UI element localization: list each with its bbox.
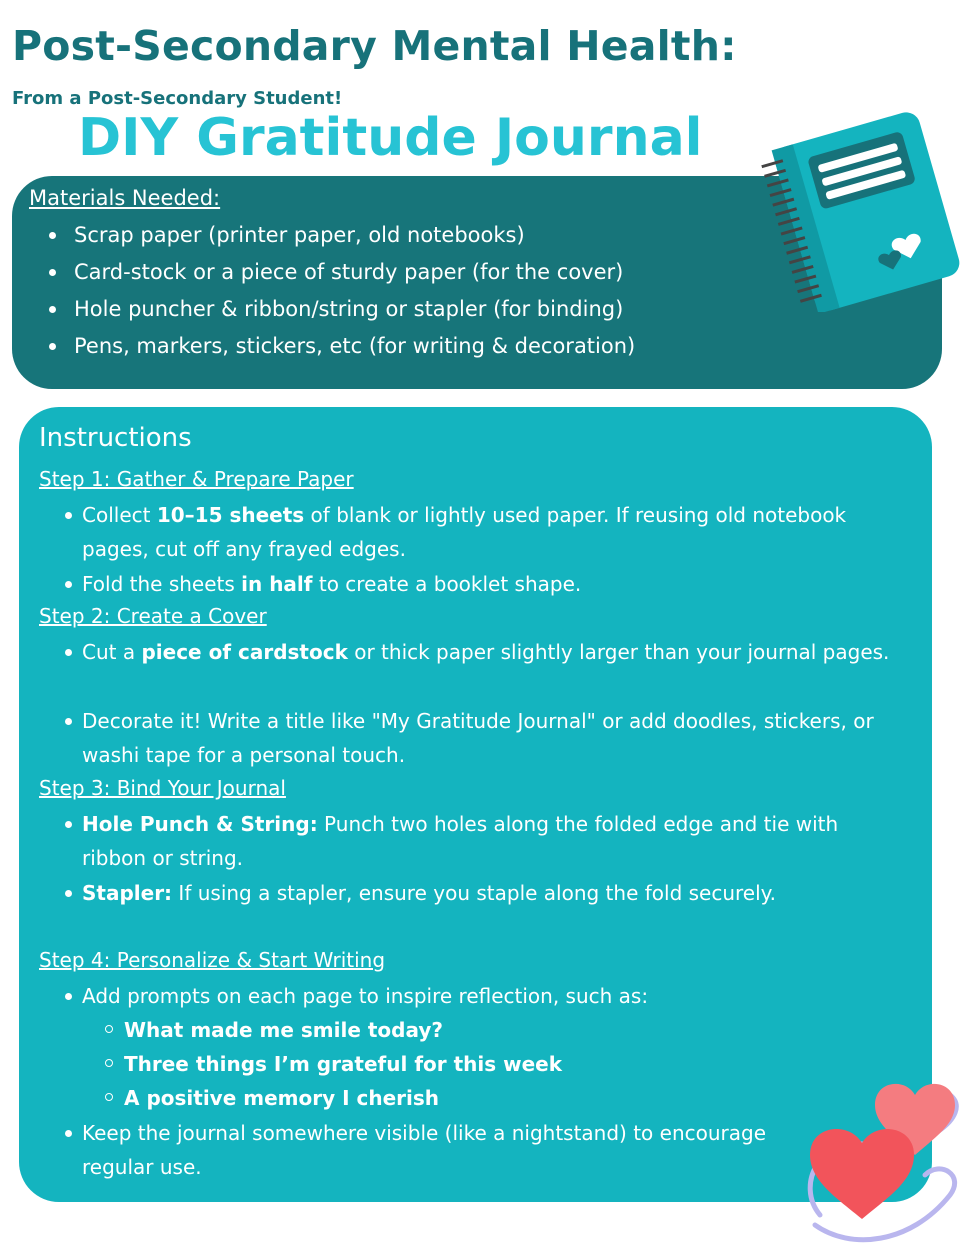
instructions-heading: Instructions xyxy=(39,423,192,453)
step3-title: Step 3: Bind Your Journal xyxy=(39,776,286,800)
prompt-item: What made me smile today? xyxy=(104,1013,443,1047)
step2-bullet-2: Decorate it! Write a title like "My Gratitude Journal" or add doodles, stickers, or washi tape for a personal touch. xyxy=(62,704,902,772)
materials-item: Scrap paper (printer paper, old notebooks) xyxy=(47,220,635,257)
step3-bullet-2: Stapler: If using a stapler, ensure you staple along the fold securely. xyxy=(62,876,902,910)
step4-bullet-1: Add prompts on each page to inspire reflection, such as: xyxy=(62,979,902,1013)
step4-title: Step 4: Personalize & Start Writing xyxy=(39,948,386,972)
step3-bullet-1: Hole Punch & String: Punch two holes along the folded edge and tie with ribbon or string. xyxy=(62,807,902,875)
step1-bullet-2: Fold the sheets in half to create a booklet shape. xyxy=(62,567,902,601)
materials-item: Hole puncher & ribbon/string or stapler (for binding) xyxy=(47,294,635,331)
step1-bullet-1: Collect 10–15 sheets of blank or lightly used paper. If reusing old notebook pages, cut off any frayed edges. xyxy=(62,498,902,566)
instructions-box xyxy=(19,407,932,1202)
page-title: Post-Secondary Mental Health: xyxy=(12,22,737,70)
materials-item: Card-stock or a piece of sturdy paper (for the cover) xyxy=(47,257,635,294)
materials-item: Pens, markers, stickers, etc (for writing & decoration) xyxy=(47,331,635,368)
prompt-item: Three things I’m grateful for this week xyxy=(104,1047,562,1081)
notebook-icon xyxy=(760,82,966,312)
materials-list xyxy=(47,220,635,368)
step2-bullet-1: Cut a piece of cardstock or thick paper slightly larger than your journal pages. xyxy=(62,635,902,669)
hearts-icon xyxy=(800,1075,966,1250)
prompt-item: A positive memory I cherish xyxy=(104,1081,439,1115)
page-subtitle: From a Post-Secondary Student! xyxy=(12,88,343,109)
journal-title: DIY Gratitude Journal xyxy=(78,108,703,168)
step4-bullet-2: Keep the journal somewhere visible (like a nightstand) to encourage regular use. xyxy=(62,1116,812,1184)
step1-title: Step 1: Gather & Prepare Paper xyxy=(39,467,354,491)
materials-heading: Materials Needed: xyxy=(29,186,221,210)
step2-title: Step 2: Create a Cover xyxy=(39,604,267,628)
